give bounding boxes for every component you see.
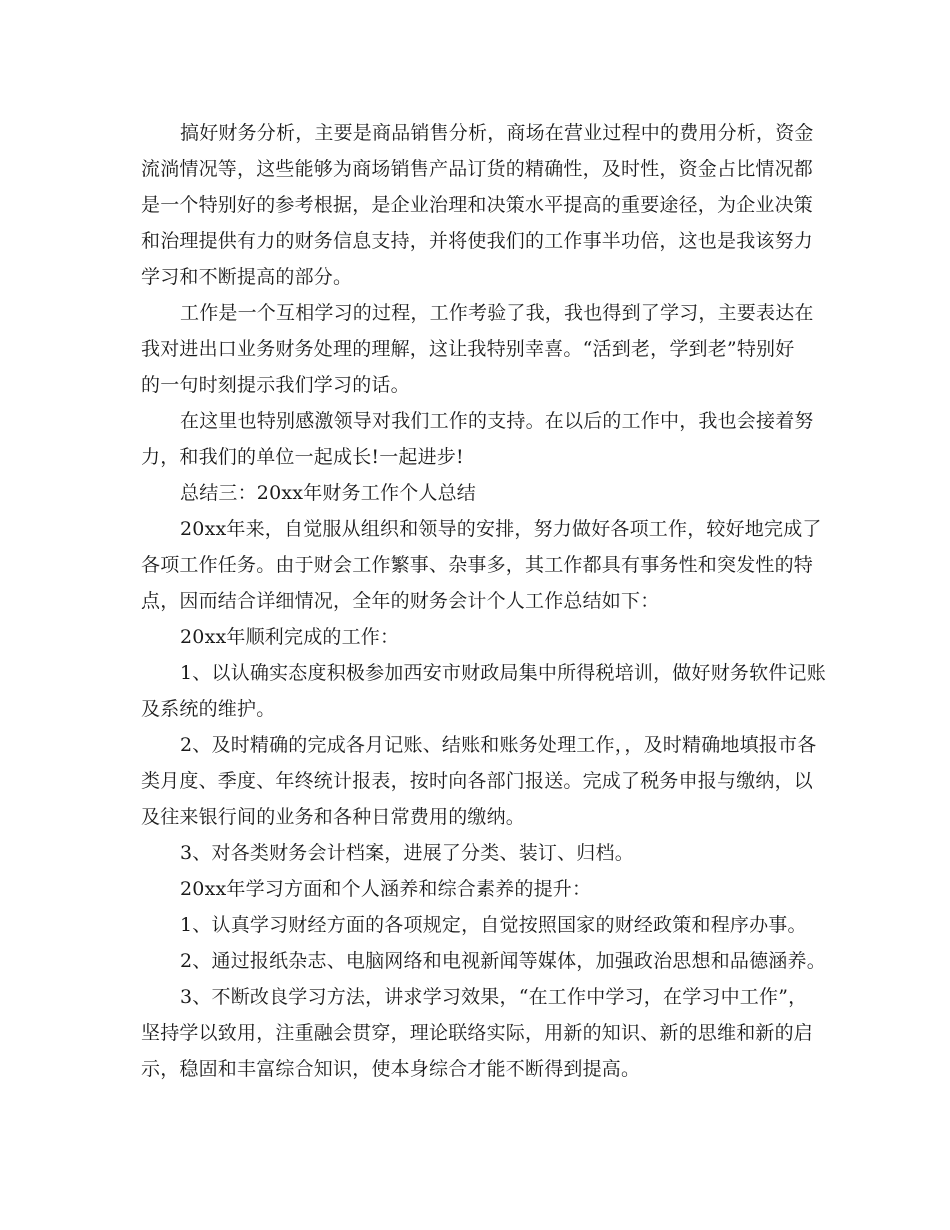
text-line: 工作是一个互相学习的过程，工作考验了我，我也得到了学习，主要表达在: [180, 302, 814, 324]
text-line: 搞好财务分析，主要是商品销售分析，商场在营业过程中的费用分析，资金: [180, 122, 814, 144]
text-line: 的一句时刻提示我们学习的话。: [141, 374, 410, 396]
list-item-continuation: 示，稳固和丰富综合知识，使本身综合才能不断得到提高。: [141, 1058, 641, 1080]
list-item: 2、通过报纸杂志、电脑网络和电视新闻等媒体，加强政治思想和品德涵养。: [180, 950, 826, 972]
list-item-continuation: 类月度、季度、年终统计报表，按时向各部门报送。完成了税务申报与缴纳，以: [141, 770, 814, 792]
list-item-continuation: 坚持学以致用，注重融会贯穿，理论联络实际，用新的知识、新的思维和新的启: [141, 1022, 814, 1044]
list-item: 1、认真学习财经方面的各项规定，自觉按照国家的财经政策和程序办事。: [180, 914, 807, 936]
text-line: 力，和我们的单位一起成长!一起进步!: [141, 446, 464, 468]
subheading: 20xx年顺利完成的工作：: [180, 626, 400, 648]
text-line: 和治理提供有力的财务信息支持，并将使我们的工作事半功倍，这也是我该努力: [141, 230, 814, 252]
text-line: 流淌情况等，这些能够为商场销售产品订货的精确性，及时性，资金占比情况都: [141, 158, 814, 180]
list-item: 3、对各类财务会计档案，进展了分类、装订、归档。: [180, 842, 634, 864]
list-item-continuation: 及往来银行间的业务和各种日常费用的缴纳。: [141, 806, 526, 828]
text-line: 在这里也特别感激领导对我们工作的支持。在以后的工作中，我也会接着努: [180, 410, 814, 432]
text-line: 我对进出口业务财务处理的理解，这让我特别幸喜。“活到老，学到老”特别好: [141, 338, 795, 360]
section-heading: 总结三：20xx年财务工作个人总结: [180, 482, 477, 504]
text-line: 20xx年来，自觉服从组织和领导的安排，努力做好各项工作，较好地完成了: [180, 518, 822, 540]
list-item: 3、不断改良学习方法，讲求学习效果，“在工作中学习，在学习中工作”，: [180, 986, 808, 1008]
list-item-continuation: 及系统的维护。: [141, 698, 276, 720]
subheading: 20xx年学习方面和个人涵养和综合素养的提升：: [180, 878, 592, 900]
list-item: 2、及时精确的完成各月记账、结账和账务处理工作，，及时精确地填报市各: [180, 734, 817, 756]
text-line: 各项工作任务。由于财会工作繁事、杂事多，其工作都具有事务性和突发性的特: [141, 554, 814, 576]
text-line: 点，因而结合详细情况，全年的财务会计个人工作总结如下：: [141, 590, 660, 612]
list-item: 1、以认确实态度积极参加西安市财政局集中所得税培训，做好财务软件记账: [180, 662, 826, 684]
text-line: 是一个特别好的参考根据，是企业治理和决策水平提高的重要途径，为企业决策: [141, 194, 814, 216]
text-line: 学习和不断提高的部分。: [141, 266, 353, 288]
